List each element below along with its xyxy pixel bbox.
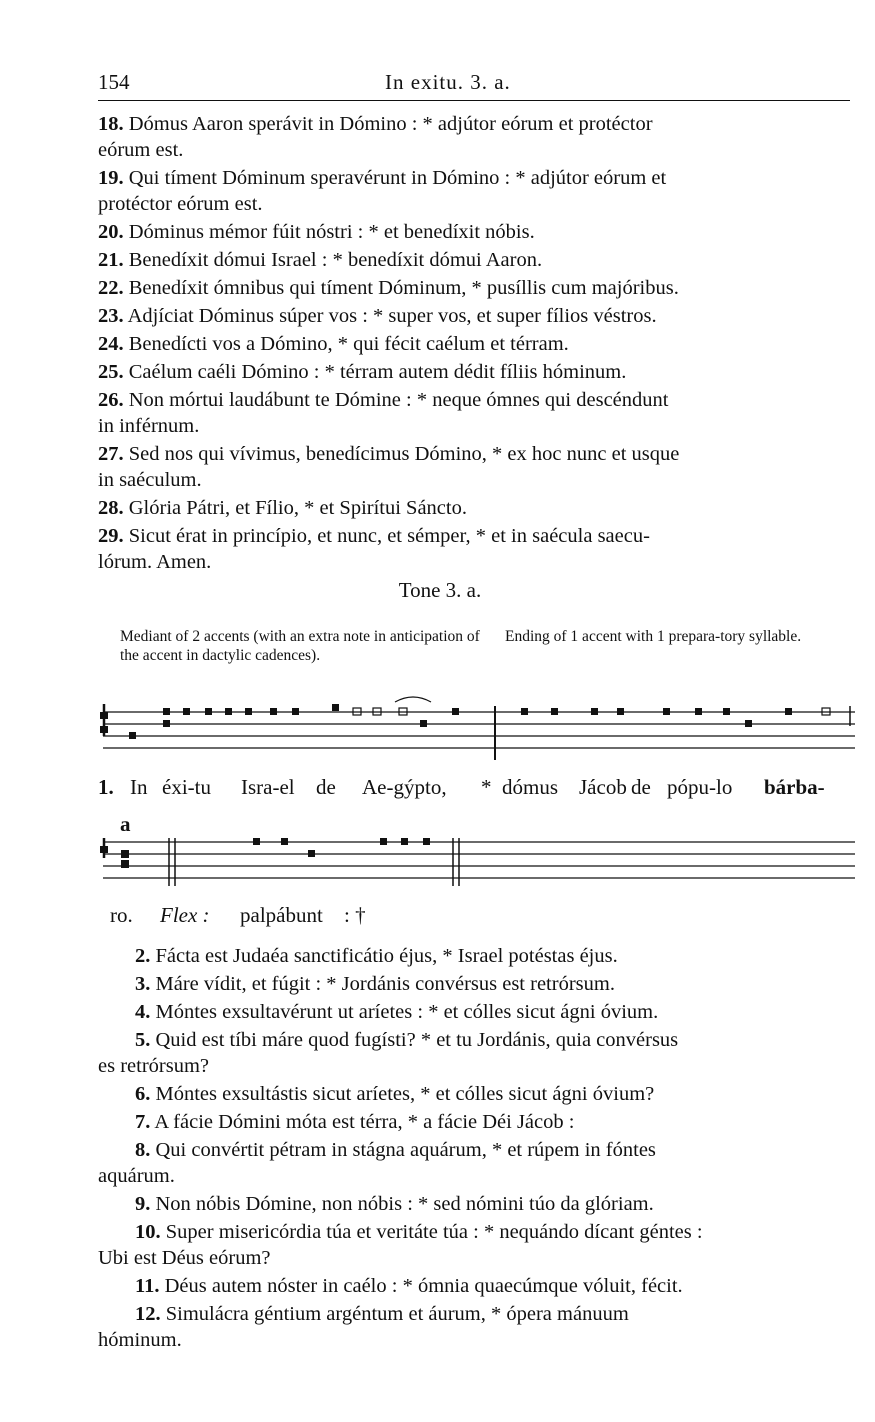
- verse-number: 23.: [98, 305, 124, 327]
- header-rule: [98, 100, 850, 101]
- verse-number: 9.: [135, 1193, 151, 1215]
- verse-text: Super misericórdia túa et veritáte túa : * nequándo dícant géntes :: [165, 1221, 703, 1243]
- verse: [98, 1081, 858, 1107]
- verse-number: 11.: [135, 1275, 160, 1297]
- verse: [98, 387, 858, 439]
- flex-sign: : †: [344, 903, 366, 927]
- psalm-verses-top: [98, 111, 858, 577]
- verse1-syllable: Jácob: [579, 775, 627, 799]
- verse: [98, 1027, 858, 1079]
- mediant-description: Mediant of 2 accents (with an extra note in anticipation of the accent in dactylic cadences).: [120, 628, 480, 664]
- verse-text-continuation: in saéculum.: [98, 469, 202, 491]
- verse: [98, 331, 858, 357]
- verse-number: 22.: [98, 277, 124, 299]
- verse-text: Benedíxit dómui Israel : * benedíxit dómui Aaron.: [128, 249, 543, 271]
- verse-text: Dóminus mémor fúit nóstri : * et benedíxit nóbis.: [128, 221, 535, 243]
- page-number: 154: [98, 70, 130, 94]
- flex-label: Flex :: [160, 903, 210, 927]
- verse-number: 8.: [135, 1139, 151, 1161]
- verse-text: Máre vídit, et fúgit : * Jordánis convérsus est retrórsum.: [155, 973, 615, 995]
- verse1-number: 1.: [98, 775, 114, 799]
- tone-title: Tone 3. a.: [398, 578, 482, 602]
- verse-number: 4.: [135, 1001, 151, 1023]
- verse: [98, 111, 858, 163]
- psalm-verses-bottom: [98, 943, 858, 1355]
- verse-number: 28.: [98, 497, 124, 519]
- verse1-syllable: In: [130, 775, 148, 799]
- verse-number: 25.: [98, 361, 124, 383]
- verse-text: Non nóbis Dómine, non nóbis : * sed nómini túo da glóriam.: [155, 1193, 654, 1215]
- verse1-syllable: éxi-tu: [162, 775, 211, 799]
- verse1-syllable: dómus: [502, 775, 559, 799]
- verse: [98, 247, 858, 273]
- verse-text: Sicut érat in princípio, et nunc, et sémper, * et in saécula saecu-: [128, 525, 650, 547]
- verse-number: 12.: [135, 1303, 161, 1325]
- verse-text: Caélum caéli Dómino : * térram autem dédit fíliis hóminum.: [128, 361, 627, 383]
- verse-text: Glória Pátri, et Fílio, * et Spirítui Sáncto.: [128, 497, 467, 519]
- verse: [98, 441, 858, 493]
- verse: [98, 1137, 858, 1189]
- verse1-syllable: Ae-gýpto,: [362, 775, 447, 799]
- verse-text: Móntes exsultástis sicut aríetes, * et cólles sicut ágni óvium?: [155, 1083, 655, 1105]
- verse-text: Qui tíment Dóminum speravérunt in Dómino : * adjútor eórum et: [128, 167, 667, 189]
- verse: [98, 999, 858, 1025]
- verse-text: A fácie Dómini móta est térra, * a fácie Déi Jácob :: [154, 1111, 575, 1133]
- verse-text: Fácta est Judaéa sanctificátio éjus, * Israel potéstas éjus.: [155, 945, 618, 967]
- verse: [98, 1273, 858, 1299]
- verse-number: 24.: [98, 333, 124, 355]
- verse: [98, 943, 858, 969]
- verse-text-continuation: protéctor eórum est.: [98, 193, 263, 215]
- verse-text: Qui convértit pétram in stágna aquárum, * et rúpem in fóntes: [155, 1139, 656, 1161]
- ending-letter: a: [120, 812, 131, 836]
- verse-text-continuation: lórum. Amen.: [98, 551, 212, 573]
- verse-number: 19.: [98, 167, 124, 189]
- verse: [98, 219, 858, 245]
- verse-number: 26.: [98, 389, 124, 411]
- verse-text-continuation: Ubi est Déus eórum?: [98, 1247, 271, 1269]
- chant-staff-2: [95, 832, 865, 892]
- verse-text: Benedíxit ómnibus qui tíment Dóminum, * pusíllis cum majóribus.: [128, 277, 679, 299]
- verse: [98, 275, 858, 301]
- verse-text: Déus autem nóster in caélo : * ómnia quaecúmque vóluit, fécit.: [164, 1275, 683, 1297]
- verse-text-continuation: eórum est.: [98, 139, 184, 161]
- verse1-syllable: de: [631, 775, 651, 799]
- ending-description: Ending of 1 accent with 1 prepara-tory syllable.: [505, 628, 802, 645]
- verse1-syllable: de: [316, 775, 336, 799]
- verse-text-continuation: es retrórsum?: [98, 1055, 209, 1077]
- verse-number: 18.: [98, 113, 124, 135]
- verse-number: 20.: [98, 221, 124, 243]
- verse-text: Dómus Aaron sperávit in Dómino : * adjútor eórum et protéctor: [128, 113, 653, 135]
- verse-number: 10.: [135, 1221, 161, 1243]
- running-title: In exitu. 3. a.: [385, 70, 511, 94]
- verse: [98, 523, 858, 575]
- verse-text: Sed nos qui vívimus, benedícimus Dómino, * ex hoc nunc et usque: [128, 443, 680, 465]
- verse-number: 27.: [98, 443, 124, 465]
- verse: [98, 165, 858, 217]
- verse-text: Benedícti vos a Dómino, * qui fécit caélum et térram.: [128, 333, 569, 355]
- verse-number: 21.: [98, 249, 124, 271]
- verse: [98, 359, 858, 385]
- verse-text-continuation: aquárum.: [98, 1165, 175, 1187]
- verse-number: 6.: [135, 1083, 151, 1105]
- verse: [98, 495, 858, 521]
- verse-text: Adjíciat Dóminus súper vos : * super vos, et super fílios véstros.: [127, 305, 657, 327]
- verse: [98, 1191, 858, 1217]
- verse: [98, 1109, 858, 1135]
- verse-text: Non mórtui laudábunt te Dómine : * neque ómnes qui descéndunt: [128, 389, 669, 411]
- verse: [98, 1301, 858, 1353]
- verse1-asterisk: *: [481, 775, 492, 799]
- flex-line-ro: ro.: [110, 903, 133, 927]
- chant-staff-1: [95, 690, 865, 770]
- verse-number: 7.: [135, 1111, 151, 1133]
- verse-text: Quid est tíbi máre quod fugísti? * et tu Jordánis, quia convérsus: [155, 1029, 679, 1051]
- verse-number: 29.: [98, 525, 124, 547]
- verse-number: 2.: [135, 945, 151, 967]
- verse-text: Móntes exsultavérunt ut aríetes : * et cólles sicut ágni óvium.: [155, 1001, 659, 1023]
- flex-word: palpábunt: [240, 903, 323, 927]
- verse: [98, 1219, 858, 1271]
- verse-text-continuation: in inférnum.: [98, 415, 200, 437]
- verse: [98, 303, 858, 329]
- verse-text-continuation: hóminum.: [98, 1329, 182, 1351]
- verse: [98, 971, 858, 997]
- verse1-syllable: Isra-el: [241, 775, 295, 799]
- verse-text: Simulácra géntium argéntum et áurum, * ópera mánuum: [165, 1303, 629, 1325]
- verse-number: 3.: [135, 973, 151, 995]
- verse1-syllable: pópu-lo: [667, 775, 733, 799]
- verse-number: 5.: [135, 1029, 151, 1051]
- verse1-syllable: bárba-: [764, 775, 825, 799]
